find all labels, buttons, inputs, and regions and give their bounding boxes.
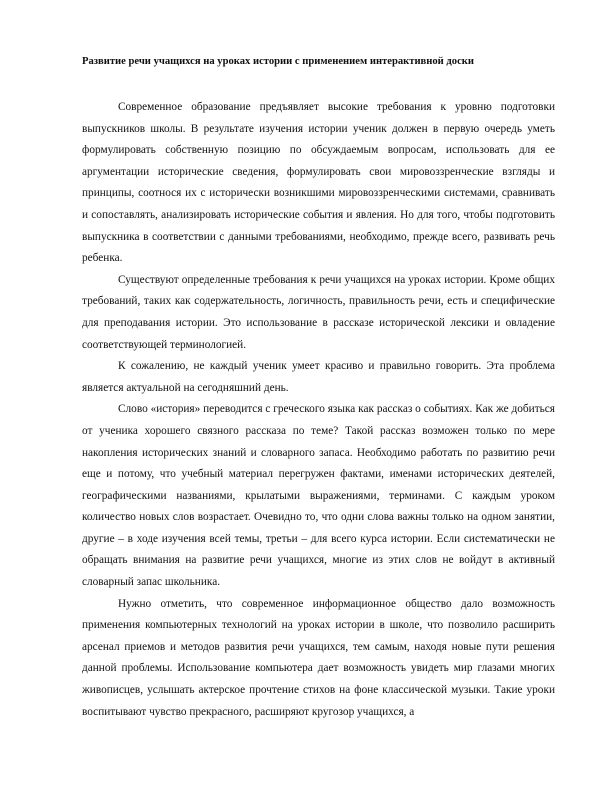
document-body [82,97,555,723]
paragraph-5: Нужно отметить, что современное информационное общество дало возможность применения компьютерных технологий на уроках истории в школе, что позволило расширить арсенал приемов и методов развития речи учащихся, тем самым, находя новые пути решения данной проблемы. Использование компьютера дает возможность увидеть мир глазами многих живописцев, услышать актерское прочтение стихов на фоне классической музыки. Такие уроки воспитывают чувство прекрасного, расширяют кругозор учащихся, а [82,597,555,718]
paragraph-4: Слово «история» переводится с греческого языка как рассказ о событиях. Как же добиться от ученика хорошего связного рассказа по теме? Такой рассказ возможен только по мере накопления исторических знаний и словарного запаса. Необходимо работать по развитию речи еще и потому, что учебный материал перегружен фактами, именами исторических деятелей, географическими названиями, крылатыми выражениями, терминами. С каждым уроком количество новых слов возрастает. Очевидно то, что одни слова важны только на одном занятии, другие – в ходе изучения всей темы, третьи – для всего курса истории. Если систематически не обращать внимания на развитие речи учащихся, многие из этих слов не войдут в активный словарный запас школьника. [82,403,555,589]
paragraph-3: К сожалению, не каждый ученик умеет красиво и правильно говорить. Эта проблема является актуальной на сегодняшний день. [82,360,555,394]
paragraph-2: Существуют определенные требования к речи учащихся на уроках истории. Кроме общих требований, таких как содержательность, логичность, правильность речи, есть и специфические для преподавания истории. Это использование в рассказе исторической лексики и овладение соответствующей терминологией. [82,273,555,351]
document-title: Развитие речи учащихся на уроках истории с применением интерактивной доски [82,56,474,67]
paragraph-1: Современное образование предъявляет высокие требования к уровню подготовки выпускников школы. В результате изучения истории ученик должен в первую очередь уметь формулировать собственную позицию по обсуждаемым вопросам, использовать для ее аргументации исторические сведения, формулировать свои мировоззренческие взгляды и принципы, соотнося их с исторически возникшими мировоззренческими системами, сравнивать и сопоставлять, анализировать исторические события и явления. Но для того, чтобы подготовить выпускника в соответствии с данными требованиями, необходимо, прежде всего, развивать речь ребенка. [82,101,555,265]
